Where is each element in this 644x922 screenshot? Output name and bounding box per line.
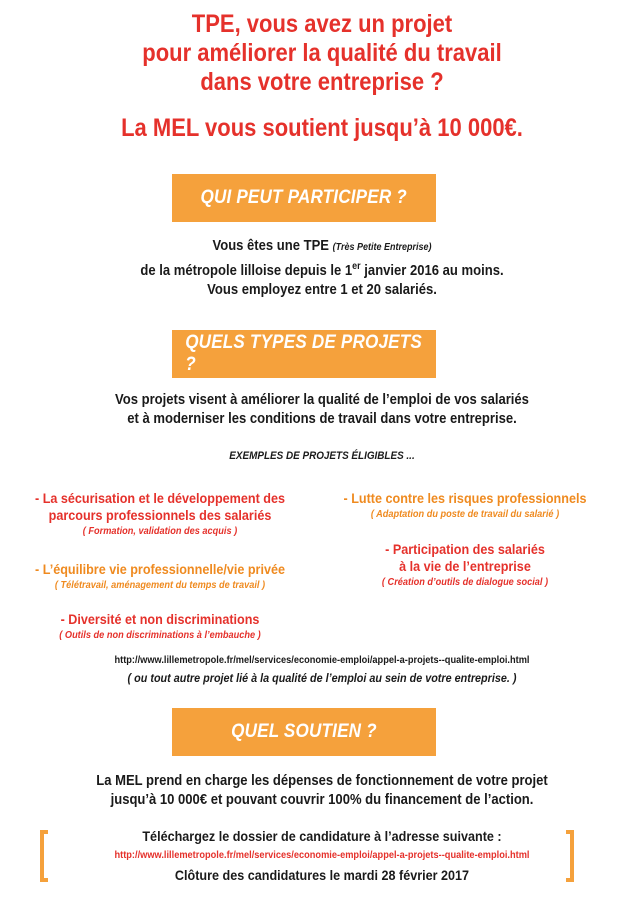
download-text: Téléchargez le dossier de candidature à l’adresse suivante : bbox=[142, 828, 502, 844]
example-subtitle: ( Télétravail, aménagement du temps de travail ) bbox=[54, 580, 266, 591]
support-line: La MEL prend en charge les dépenses de fonctionnement de votre projet bbox=[96, 773, 548, 789]
headline-line: pour améliorer la qualité du travail bbox=[142, 39, 502, 67]
date-superscript: er bbox=[352, 261, 361, 272]
eligibility-line-3: Vous employez entre 1 et 20 salariés. bbox=[207, 281, 437, 298]
example-title-line: - Diversité et non discriminations bbox=[60, 611, 260, 627]
tpe-label: Vous êtes une TPE bbox=[212, 238, 330, 254]
example-title bbox=[25, 611, 295, 628]
section1-text bbox=[0, 237, 644, 300]
example-item bbox=[320, 541, 610, 588]
tpe-note: (Très Petite Entreprise) bbox=[332, 242, 432, 253]
intro-line: Vos projets visent à améliorer la qualité de l’emploi de vos salariés bbox=[115, 392, 529, 408]
example-title bbox=[25, 561, 295, 578]
example-subtitle: ( Adaptation du poste de travail du salarié ) bbox=[370, 509, 560, 520]
example-title-line: parcours professionnels des salariés bbox=[48, 507, 272, 523]
projects-note-block bbox=[0, 671, 644, 685]
deadline-block bbox=[0, 866, 644, 885]
example-title-line: à la vie de l’entreprise bbox=[399, 558, 531, 574]
download-url-block bbox=[0, 849, 644, 861]
date-text: de la métropole lilloise depuis le 1 bbox=[140, 262, 353, 279]
date-text-end: janvier 2016 au moins. bbox=[360, 262, 504, 279]
subtitle: La MEL vous soutient jusqu’à 10 000€. bbox=[121, 114, 523, 142]
example-title-line: - L’équilibre vie professionnelle/vie privée bbox=[34, 561, 285, 577]
headline-block bbox=[0, 10, 644, 97]
projects-url-block bbox=[0, 654, 644, 666]
example-title bbox=[335, 541, 596, 575]
download-url-link[interactable]: http://www.lillemetropole.fr/mel/services/economie-emploi/appel-a-projets--qualite-emploi.html bbox=[114, 849, 530, 861]
examples-heading bbox=[0, 450, 644, 462]
eligibility-line-1 bbox=[32, 237, 612, 257]
support-line: jusqu’à 10 000€ et pouvant couvrir 100% du financement de l’action. bbox=[110, 792, 534, 808]
eligibility-line-2 bbox=[32, 257, 612, 281]
banner-qui-peut-participer bbox=[172, 174, 436, 222]
example-item bbox=[10, 490, 310, 537]
example-title bbox=[335, 490, 596, 507]
banner-label: QUELS TYPES DE PROJETS ? bbox=[185, 332, 422, 375]
deadline-text: Clôture des candidatures le mardi 28 février 2017 bbox=[174, 867, 470, 883]
intro-line: et à moderniser les conditions de travail dans votre entreprise. bbox=[127, 411, 517, 427]
headline-line: TPE, vous avez un projet bbox=[191, 10, 453, 38]
banner-label: QUI PEUT PARTICIPER ? bbox=[200, 187, 408, 208]
download-block bbox=[0, 827, 644, 846]
example-subtitle: ( Formation, validation des acquis ) bbox=[82, 526, 238, 537]
example-item bbox=[320, 490, 610, 520]
example-subtitle: ( Création d’outils de dialogue social ) bbox=[381, 577, 549, 588]
example-title-line: - Lutte contre les risques professionnels bbox=[343, 490, 587, 506]
headline-line: dans votre entreprise ? bbox=[200, 68, 444, 96]
example-item bbox=[10, 611, 310, 641]
banner-label: QUEL SOUTIEN ? bbox=[231, 721, 377, 742]
example-subtitle: ( Outils de non discriminations à l’embauche ) bbox=[59, 630, 261, 641]
example-title-line: - Participation des salariés bbox=[385, 541, 545, 557]
example-title bbox=[25, 490, 295, 524]
banner-quel-soutien bbox=[172, 708, 436, 756]
example-title-line: - La sécurisation et le développement des bbox=[34, 490, 285, 506]
projects-note: ( ou tout autre projet lié à la qualité de l’emploi au sein de votre entreprise. ) bbox=[127, 671, 517, 685]
projects-url-link[interactable]: http://www.lillemetropole.fr/mel/services/economie-emploi/appel-a-projets--qualite-emploi.html bbox=[114, 654, 530, 666]
banner-quels-types-de-projets bbox=[172, 330, 436, 378]
example-item bbox=[10, 561, 310, 591]
section2-intro bbox=[0, 391, 644, 429]
subtitle-block bbox=[0, 114, 644, 143]
support-text bbox=[0, 772, 644, 810]
examples-title: EXEMPLES DE PROJETS ÉLIGIBLES ... bbox=[229, 450, 415, 462]
